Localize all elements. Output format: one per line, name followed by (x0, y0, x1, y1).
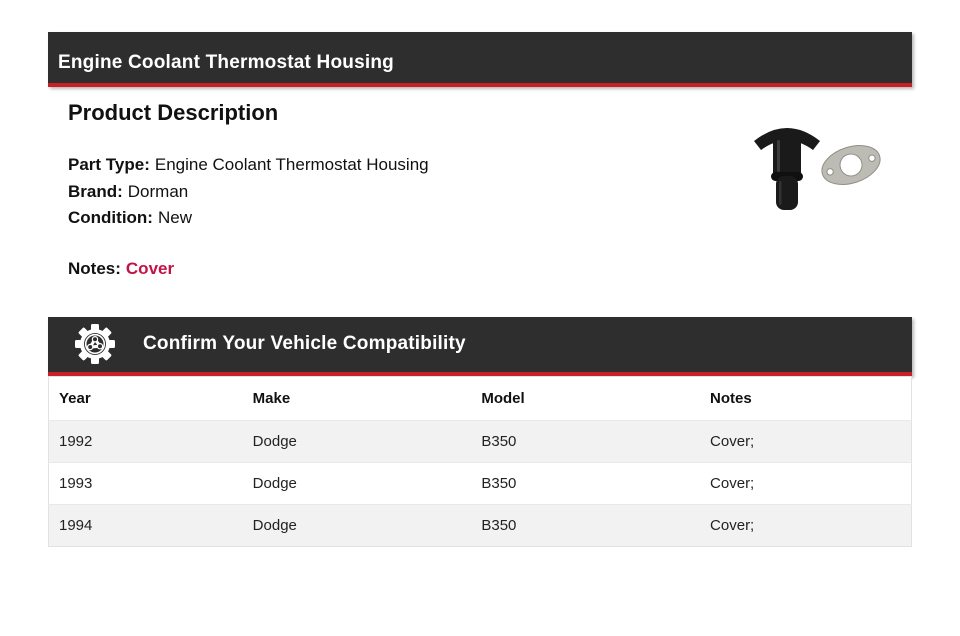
table-row (49, 462, 912, 504)
gasket-shape (817, 139, 884, 192)
thermostat-housing-shape (754, 128, 820, 210)
part-type-label: Part Type: (68, 155, 150, 174)
cell-notes: Cover; (700, 462, 911, 504)
compatibility-table-header (49, 376, 912, 420)
compatibility-title: Confirm Your Vehicle Compatibility (143, 333, 466, 354)
vehicle-compatibility-table (48, 376, 912, 547)
condition-label: Condition: (68, 208, 153, 227)
cell-year: 1994 (49, 504, 243, 546)
column-header-notes: Notes (700, 376, 911, 420)
cell-make: Dodge (243, 420, 472, 462)
product-attributes (68, 152, 433, 232)
cell-make: Dodge (243, 462, 472, 504)
table-header-row (49, 376, 912, 420)
cell-model: B350 (471, 420, 700, 462)
compatibility-header-bar (48, 317, 912, 376)
table-row (49, 504, 912, 546)
table-row (49, 420, 912, 462)
product-title-bar (48, 32, 912, 87)
column-header-year: Year (49, 376, 243, 420)
cell-model: B350 (471, 504, 700, 546)
cell-make: Dodge (243, 504, 472, 546)
field-brand (68, 179, 433, 206)
section-heading-product-description: Product Description (68, 100, 279, 125)
part-type-value: Engine Coolant Thermostat Housing (154, 155, 429, 174)
cell-notes: Cover; (700, 504, 911, 546)
engine-gear-icon (73, 322, 117, 366)
cell-notes: Cover; (700, 420, 911, 462)
brand-value: Dorman (127, 181, 189, 201)
product-description-section (48, 87, 912, 317)
field-condition (68, 205, 433, 232)
product-image (744, 117, 884, 217)
field-part-type (68, 152, 433, 179)
notes-value: Cover (125, 258, 175, 278)
column-header-make: Make (243, 376, 472, 420)
cell-year: 1992 (49, 420, 243, 462)
listing-page (48, 32, 912, 547)
cell-model: B350 (471, 462, 700, 504)
column-header-model: Model (471, 376, 700, 420)
cell-year: 1993 (49, 462, 243, 504)
thermostat-housing-and-gasket-image (744, 117, 884, 217)
notes-label: Notes: (68, 258, 121, 278)
condition-value: New (157, 208, 192, 227)
notes-line (68, 259, 892, 279)
brand-label: Brand: (68, 181, 123, 201)
product-title: Engine Coolant Thermostat Housing (58, 51, 394, 73)
